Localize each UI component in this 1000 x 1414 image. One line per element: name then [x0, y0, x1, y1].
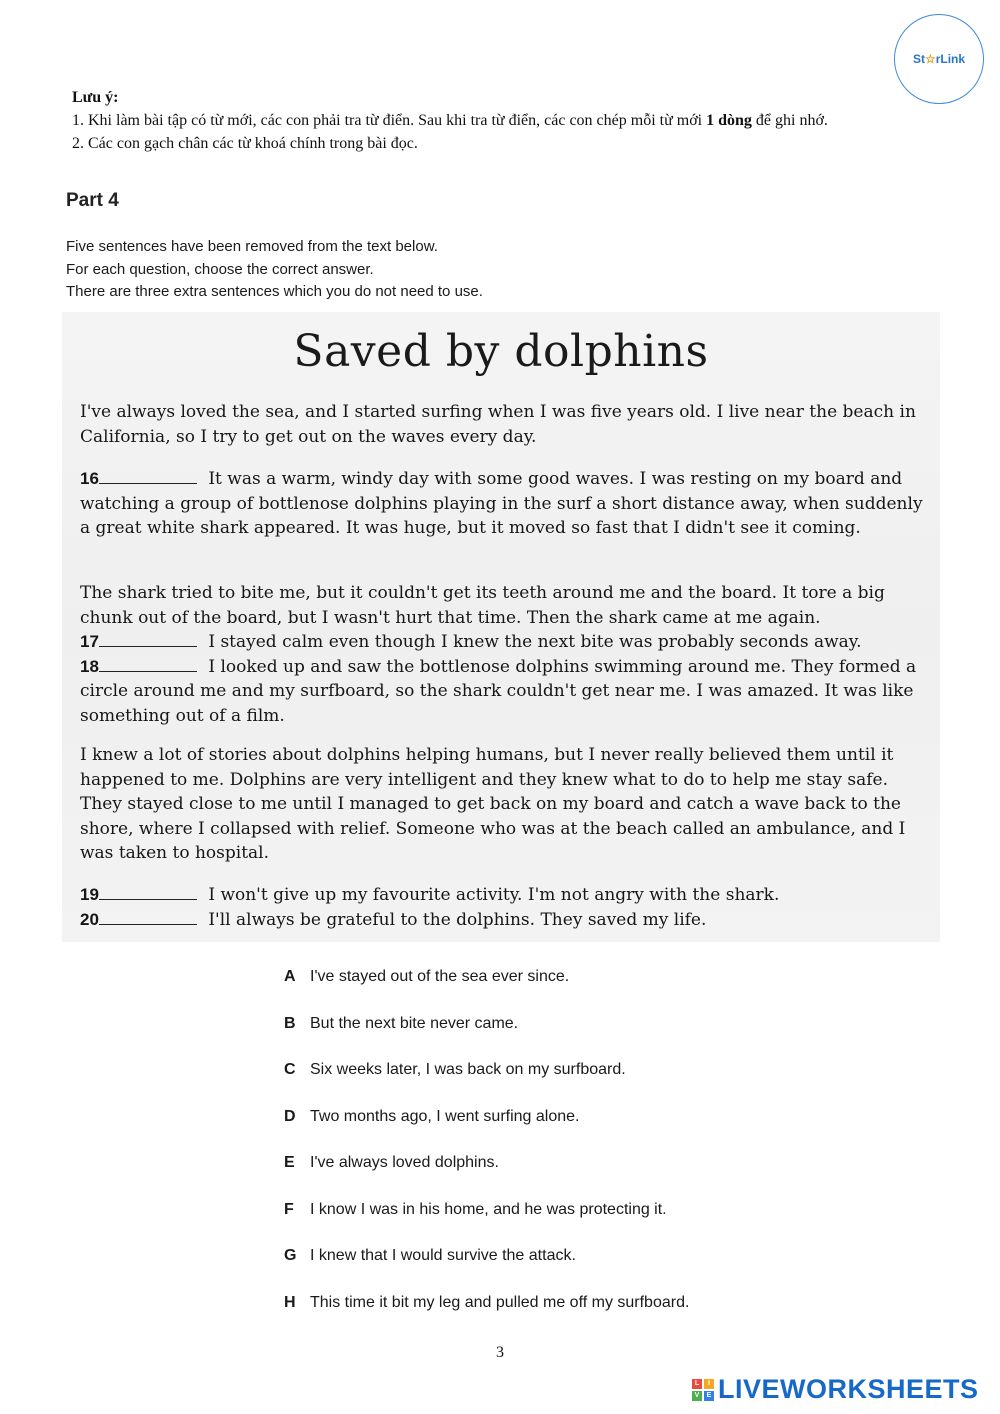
note-title: Lưu ý:	[72, 89, 119, 106]
grid-cell: E	[704, 1391, 714, 1401]
option-g[interactable]: G I knew that I would survive the attack.	[284, 1247, 576, 1264]
liveworksheets-grid-icon	[692, 1379, 714, 1401]
grid-cell: V	[692, 1391, 702, 1401]
starlink-logo-text: St☆rLink	[912, 52, 966, 66]
question-number: 18	[80, 656, 99, 676]
page-number: 3	[496, 1344, 504, 1361]
answer-blank-20[interactable]	[99, 924, 197, 925]
instruction-line: Five sentences have been removed from the text below.	[66, 238, 438, 255]
paragraph-3: The shark tried to bite me, but it couldn't get its teeth around me and the board. It tore a big chunk out of the board, but I wasn't hurt that time. Then the shark came at me again. 17 I stayed calm even though I knew the next bite was probably seconds away. 18 I looked up and saw the bottlenose dolphins swimming around me. They formed a circle around me and my surfboard, so the shark couldn't get near me. I was amazed. It was like something out of a film.	[80, 583, 917, 726]
paragraph-2: 16 It was a warm, windy day with some good waves. I was resting on my board and watching a group of bottlenose dolphins playing in the surf a short distance away, when suddenly a great white shark appeared. It was huge, but it moved so fast that I didn't see it coming.	[80, 469, 923, 538]
instruction-line: For each question, choose the correct answer.	[66, 260, 374, 278]
option-h[interactable]: H This time it bit my leg and pulled me off my surfboard.	[284, 1293, 690, 1311]
option-f[interactable]: F I know I was in his home, and he was protecting it.	[284, 1200, 667, 1218]
question-number: 20	[80, 909, 99, 929]
paragraph-4: I knew a lot of stories about dolphins helping humans, but I never really believed them until it happened to me. Dolphins are very intelligent and they knew what to do to help me stay safe. They stayed close to me until I managed to get back on my board and catch a wave back to the shore, where I collapsed with relief. Someone who was at the beach called an ambulance, and I was taken to hospital.	[80, 745, 906, 863]
option-a[interactable]: A I've stayed out of the sea ever since.	[284, 968, 570, 985]
answer-blank-19[interactable]	[99, 899, 197, 900]
question-number: 16	[80, 469, 99, 488]
grid-cell: I	[704, 1379, 714, 1389]
note-line-1: 1. Khi làm bài tập có từ mới, các con phải tra từ điển. Sau khi tra từ điển, các con chép mỗi từ mới 1 dòng để ghi nhớ.	[72, 112, 828, 129]
question-number: 19	[80, 885, 99, 904]
answer-blank-17[interactable]	[99, 646, 197, 647]
note-line-2: 2. Các con gạch chân các từ khoá chính trong bài đọc.	[72, 135, 418, 152]
option-b[interactable]: B But the next bite never came.	[284, 1014, 519, 1032]
instructions	[66, 236, 483, 304]
liveworksheets-text: LIVEWORKSHEETS	[718, 1374, 979, 1404]
answer-blank-16[interactable]	[99, 483, 197, 484]
star-icon: ☆	[924, 52, 936, 66]
answer-options	[284, 968, 689, 1340]
part-title: Part 4	[66, 190, 119, 211]
question-number: 17	[80, 632, 99, 651]
option-e[interactable]: E I've always loved dolphins.	[284, 1154, 499, 1171]
passage-title: Saved by dolphins	[293, 326, 709, 377]
answer-blank-18[interactable]	[99, 671, 197, 672]
instruction-line: There are three extra sentences which you do not need to use.	[66, 283, 483, 300]
grid-cell: L	[692, 1379, 702, 1389]
liveworksheets-logo[interactable]	[692, 1374, 979, 1405]
option-c[interactable]: C Six weeks later, I was back on my surfboard.	[284, 1061, 626, 1078]
reading-passage	[62, 312, 940, 942]
paragraph-1: I've always loved the sea, and I started surfing when I was five years old. I live near the beach in California, so I try to get out on the waves every day.	[80, 402, 916, 447]
option-d[interactable]: D Two months ago, I went surfing alone.	[284, 1107, 580, 1125]
teacher-note	[72, 86, 972, 155]
paragraph-5: 19 I won't give up my favourite activity. I'm not angry with the shark. 20 I'll always be grateful to the dolphins. They saved my life.	[80, 885, 780, 930]
